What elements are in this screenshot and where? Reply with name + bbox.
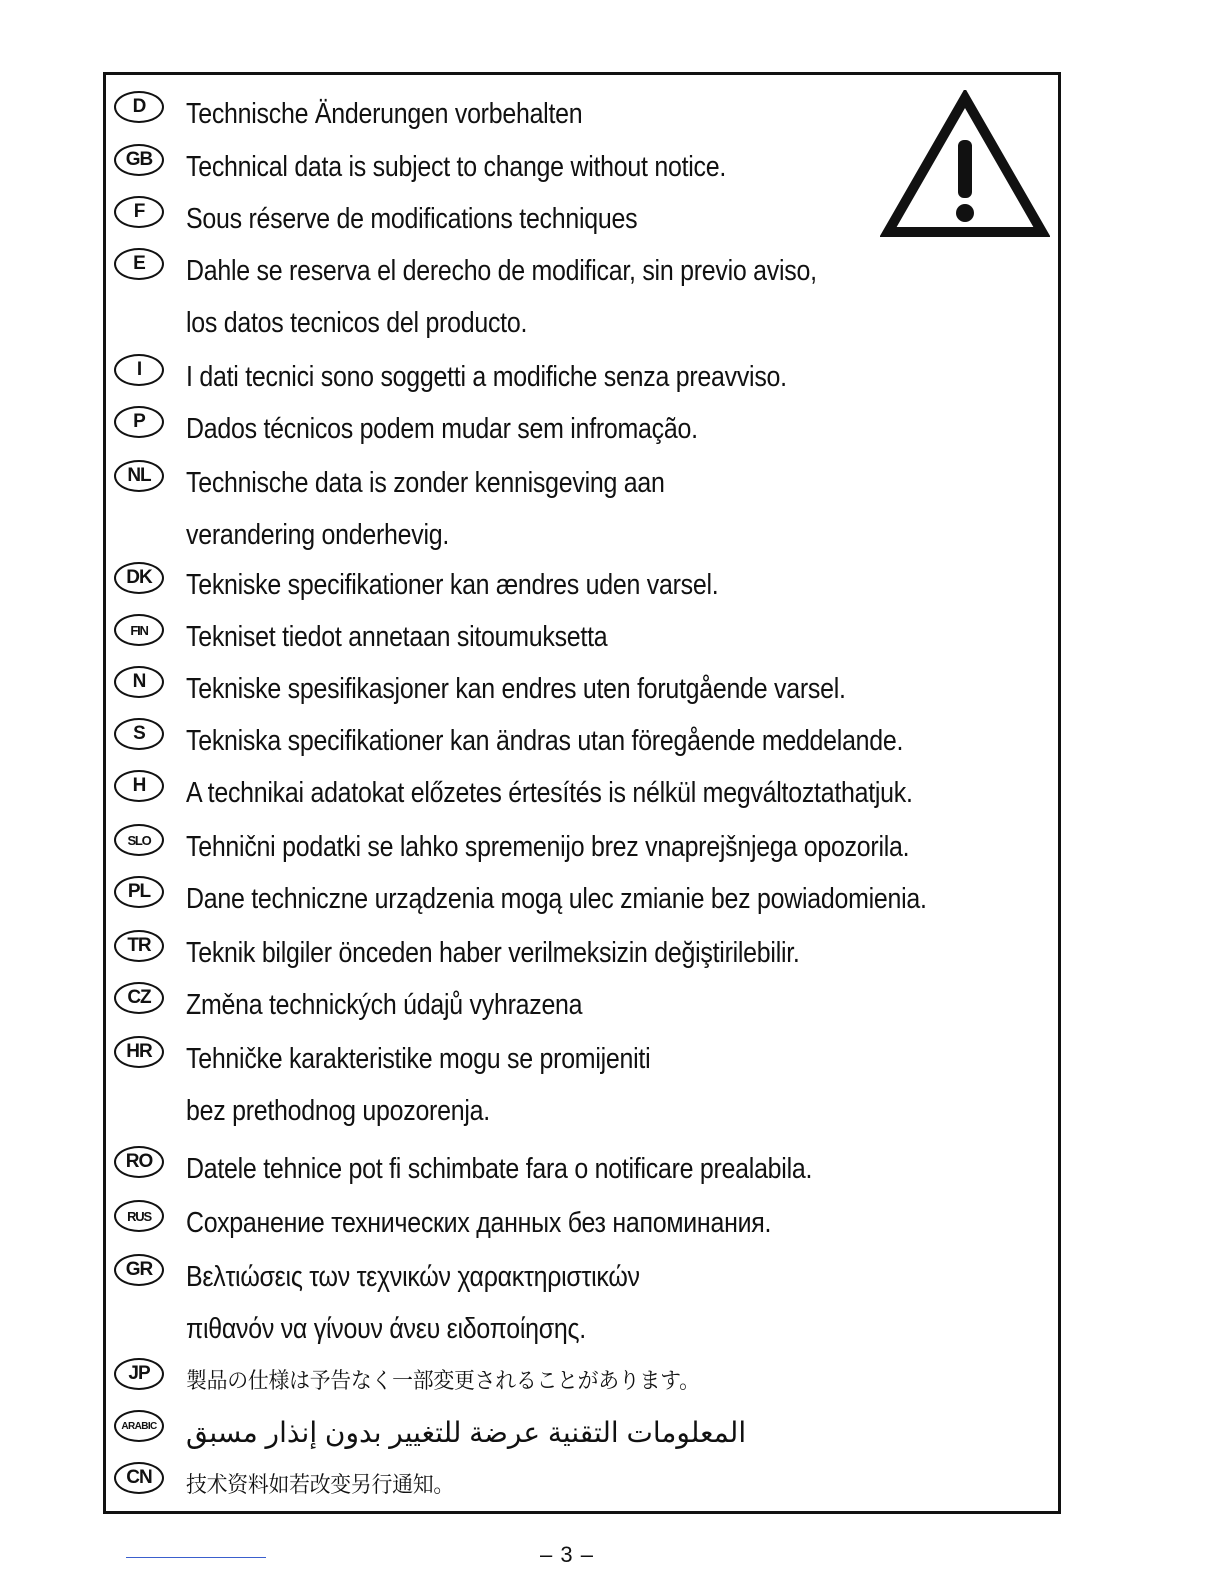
notice-text: 製品の仕様は予告なく一部変更されることがあります。 [186, 1368, 700, 1393]
notice-text: Tekniske specifikationer kan ændres uden varsel. [186, 569, 719, 601]
notice-entry [114, 245, 919, 349]
notice-text: 技术资料如若改变另行通知。 [186, 1472, 455, 1497]
notice-text: Tekniske spesifikasjoner kan endres uten forutgående varsel. [186, 673, 846, 705]
notice-text: Dados técnicos podem mudar sem infromação. [186, 413, 698, 445]
language-code-badge: P [114, 406, 164, 438]
language-code-badge: RO [114, 1146, 164, 1178]
notice-entry [114, 193, 711, 245]
language-code-badge: TR [114, 930, 164, 962]
notice-entry [114, 1459, 468, 1511]
language-code-badge: RUS [114, 1200, 164, 1232]
notice-entry [114, 1355, 727, 1407]
notice-text: Technische data is zonder kennisgeving aan [186, 467, 665, 499]
notice-text: Technische Änderungen vorbehalten [186, 98, 583, 130]
notice-entry [114, 663, 953, 715]
notice-text: Technical data is subject to change without notice. [186, 151, 727, 183]
notice-text: Сохранение технических данных без напоминания. [186, 1207, 772, 1239]
notice-text: I dati tecnici sono soggetti a modifiche senza preavviso. [186, 361, 787, 393]
language-code-badge: I [114, 354, 164, 386]
language-code-badge: S [114, 718, 164, 750]
notice-text: verandering onderhevig. [186, 519, 450, 551]
notice-entry [114, 927, 899, 979]
language-code-badge: JP [114, 1358, 164, 1390]
language-code-badge: F [114, 196, 164, 228]
notice-text: المعلومات التقنية عرضة للتغيير بدون إنذار مسبق [186, 1417, 747, 1448]
notice-entry [114, 1033, 726, 1137]
notice-entry [114, 88, 647, 140]
notice-entry [114, 1143, 914, 1195]
notice-entry [114, 1197, 866, 1249]
language-code-badge: FIN [114, 614, 164, 646]
language-code-badge: ARABIC [114, 1410, 164, 1442]
page-number: – 3 – [540, 1542, 594, 1567]
language-code-badge: NL [114, 460, 164, 492]
language-code-badge: SLO [114, 824, 164, 856]
language-code-badge: GR [114, 1254, 164, 1286]
notice-text: Tehničke karakteristike mogu se promijeniti [186, 1043, 651, 1075]
notice-text: Dahle se reserva el derecho de modificar, sin previo aviso, [186, 255, 817, 287]
notice-text: Dane techniczne urządzenia mogą ulec zmianie bez powiadomienia. [186, 883, 927, 915]
language-code-badge: N [114, 666, 164, 698]
notice-text: los datos tecnicos del producto. [186, 307, 528, 339]
notice-text: Datele tehnice pot fi schimbate fara o notificare prealabila. [186, 1153, 813, 1185]
notice-entry [114, 611, 676, 663]
notice-entry [114, 403, 781, 455]
footer-rule [126, 1557, 266, 1558]
notice-entry [114, 1407, 746, 1459]
notice-text: A technikai adatokat előzetes értesítés is nélkül megváltoztathatjuk. [186, 777, 913, 809]
language-code-badge: HR [114, 1036, 164, 1068]
notice-text: Teknik bilgiler önceden haber verilmeksizin değiştirilebilir. [186, 937, 800, 969]
language-code-badge: E [114, 248, 164, 280]
language-code-badge: H [114, 770, 164, 802]
notice-text: bez prethodnog upozorenja. [186, 1095, 490, 1127]
notice-entry [114, 979, 647, 1031]
notice-entry [114, 559, 805, 611]
notice-entry [114, 457, 743, 561]
notice-text: Βελτιώσεις των τεχνικών χαρακτηριστικών [186, 1261, 640, 1293]
notice-entry [114, 141, 814, 193]
language-code-badge: D [114, 91, 164, 123]
notice-entry [114, 767, 1031, 819]
notice-entry [114, 1251, 714, 1355]
notice-text: Změna technických údajů vyhrazena [186, 989, 583, 1021]
notice-entry [114, 821, 1027, 873]
notice-entry [114, 351, 885, 403]
notice-entry [114, 715, 1020, 767]
language-code-badge: GB [114, 144, 164, 176]
notice-text: Sous réserve de modifications techniques [186, 203, 638, 235]
notice-text: Tekniset tiedot annetaan sitoumuksetta [186, 621, 608, 653]
language-code-badge: PL [114, 876, 164, 908]
notice-text: Tehnični podatki se lahko spremenijo brez vnaprejšnjega opozorila. [186, 831, 910, 863]
notice-text: πιθανόν να γίνουν άνευ ειδοποίησης. [186, 1313, 586, 1345]
notice-entry [114, 873, 1047, 925]
warning-icon [880, 90, 1050, 240]
notice-text: Tekniska specifikationer kan ändras utan föregående meddelande. [186, 725, 904, 757]
language-code-badge: CN [114, 1462, 164, 1494]
language-code-badge: DK [114, 562, 164, 594]
language-code-badge: CZ [114, 982, 164, 1014]
